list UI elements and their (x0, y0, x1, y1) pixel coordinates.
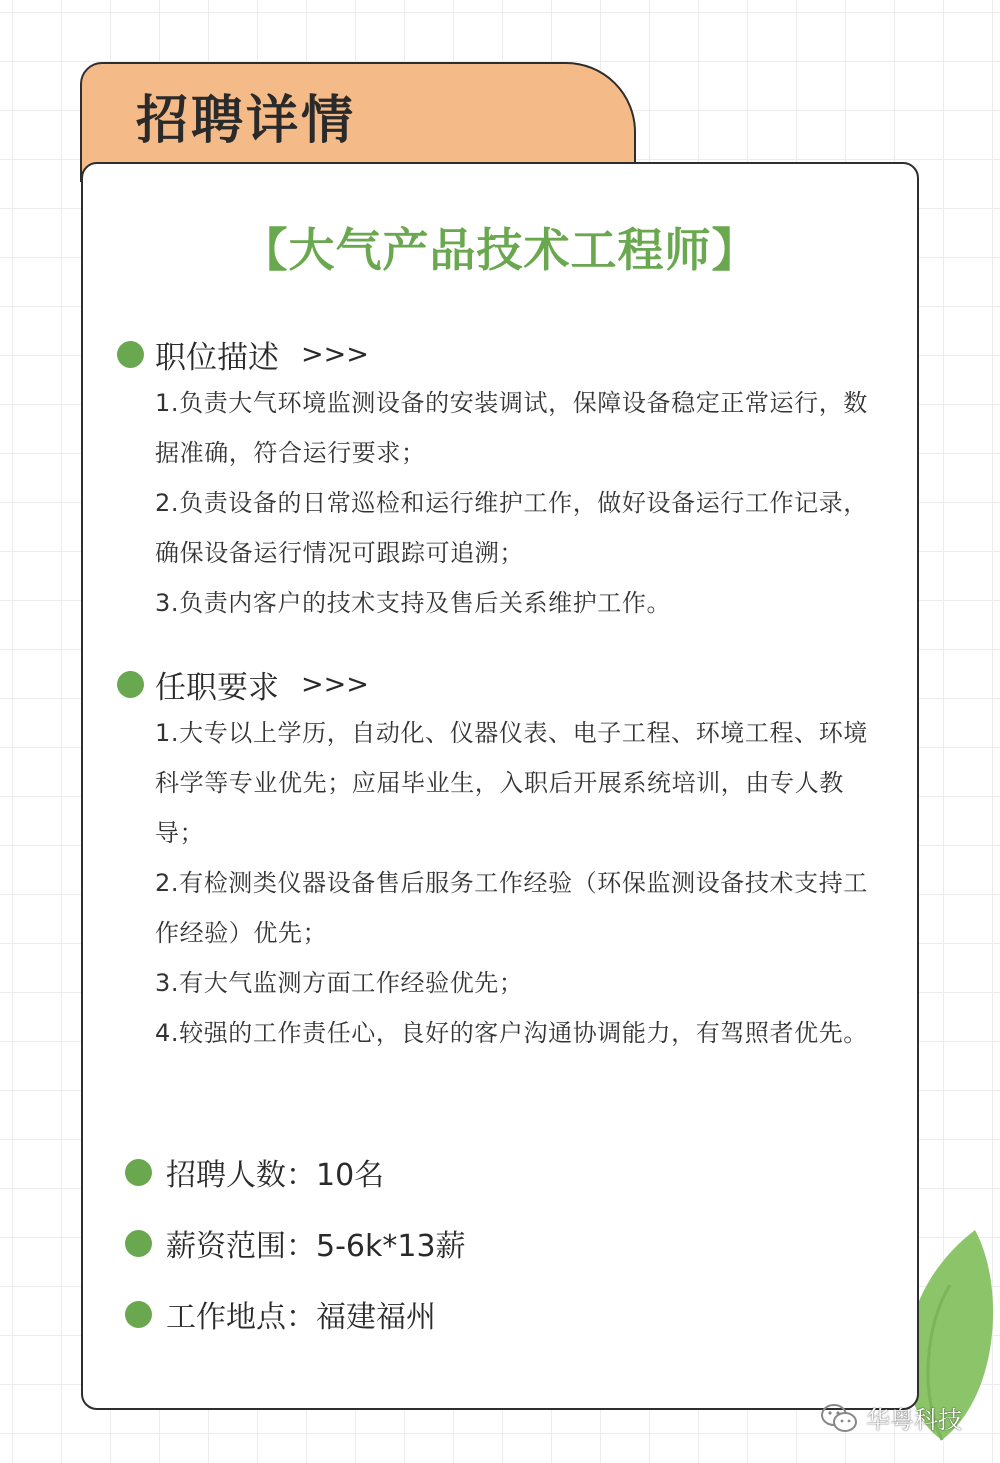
info-headcount (125, 1150, 384, 1194)
watermark-text: 华粤科技 (866, 1406, 962, 1434)
job-title: 【大气产品技术工程师】 (241, 223, 759, 277)
job-card (81, 162, 919, 1410)
section-heading-label: 任职要求 (155, 670, 279, 706)
list-item: 1.大专以上学历，自动化、仪器仪表、电子工程、环境工程、环境科学等专业优先；应届毕业生，入职后开展系统培训，由专人教导； (155, 719, 868, 847)
list-item: 3.负责内客户的技术支持及售后关系维护工作。 (155, 589, 672, 617)
requirements-list (155, 708, 879, 1058)
info-location (125, 1292, 436, 1336)
info-location-text: 工作地点：福建福州 (166, 1300, 436, 1335)
page-title: 招聘详情 (136, 91, 357, 151)
bullet-dot-icon (125, 1230, 152, 1257)
list-item: 4.较强的工作责任心，良好的客户沟通协调能力，有驾照者优先。 (155, 1019, 868, 1047)
list-item: 2.负责设备的日常巡检和运行维护工作，做好设备运行工作记录，确保设备运行情况可跟踪可追溯； (155, 489, 868, 567)
list-item: 3.有大气监测方面工作经验优先； (155, 969, 524, 997)
section-arrow: >>> (301, 339, 369, 370)
info-headcount-text: 招聘人数：10名 (166, 1158, 385, 1193)
info-salary (125, 1221, 466, 1265)
bullet-dot-icon (125, 1159, 152, 1186)
list-item: 2.有检测类仪器设备售后服务工作经验（环保监测设备技术支持工作经验）优先； (155, 869, 868, 947)
watermark (820, 1400, 962, 1435)
wechat-icon (820, 1403, 858, 1433)
info-salary-text: 薪资范围：5-6k*13薪 (166, 1229, 466, 1264)
section-arrow: >>> (301, 669, 369, 700)
bullet-dot-icon (117, 341, 144, 368)
section-heading-description (117, 332, 369, 377)
section-heading-requirements (117, 662, 369, 707)
bullet-dot-icon (125, 1301, 152, 1328)
description-list (155, 378, 879, 628)
list-item: 1.负责大气环境监测设备的安装调试，保障设备稳定正常运行，数据准确，符合运行要求； (155, 389, 868, 467)
section-heading-label: 职位描述 (155, 340, 279, 376)
bullet-dot-icon (117, 671, 144, 698)
